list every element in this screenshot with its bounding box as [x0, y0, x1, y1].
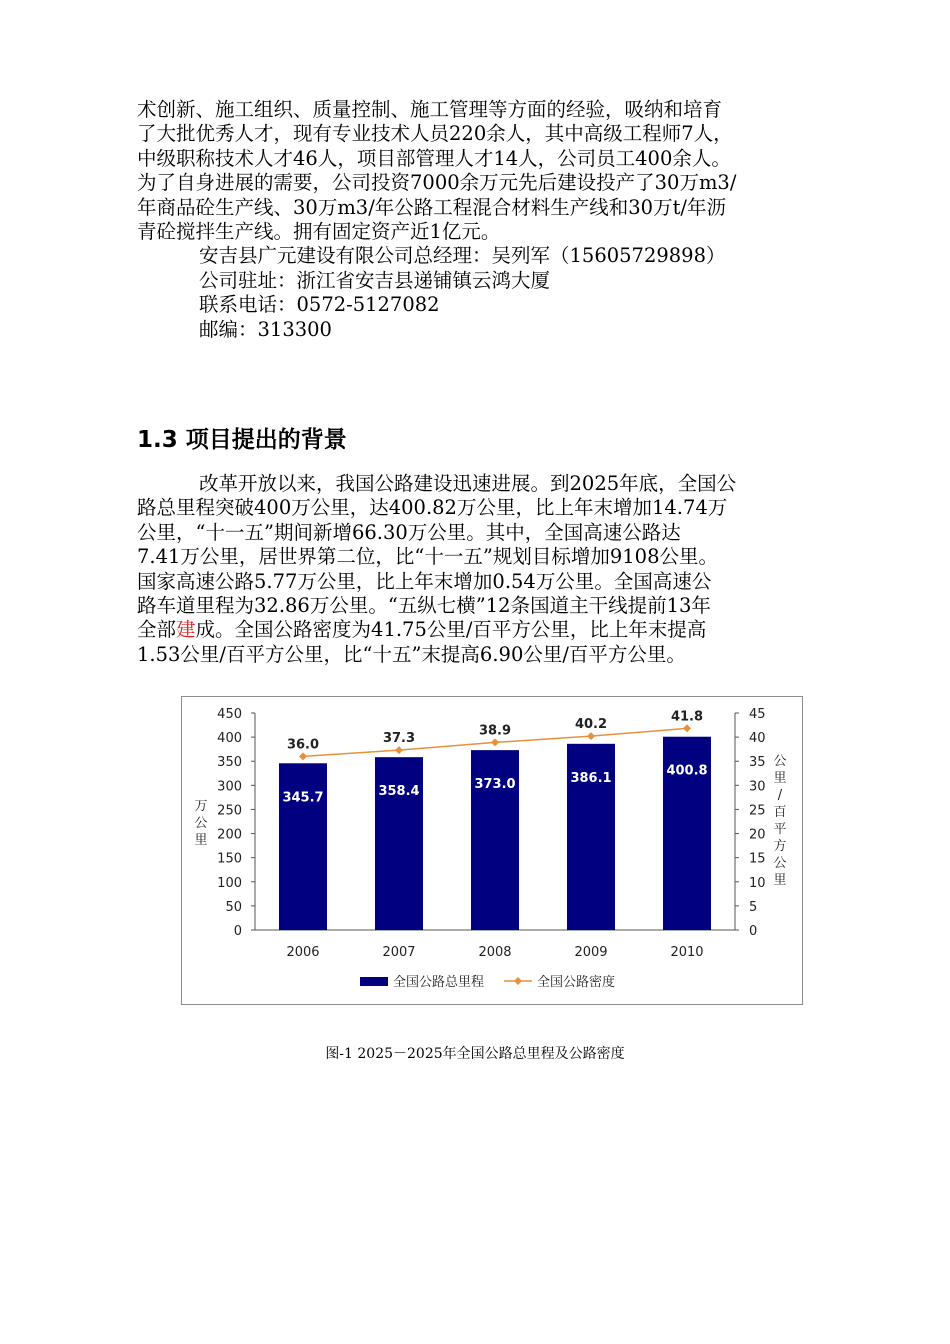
right-tick-label: 25	[749, 803, 766, 819]
background-text: 成。全国公路密度为41.75公里/百平方公里，比上年末提高	[195, 618, 707, 642]
legend-line-marker	[514, 977, 522, 985]
left-axis-label: 万公里	[194, 799, 208, 848]
left-tick-label: 350	[217, 755, 242, 771]
density-value-label: 38.9	[478, 723, 512, 739]
background-line: 路总里程突破400万公里，达400.82万公里，比上年末增加14.74万	[137, 496, 728, 520]
company-manager: 安吉县广元建设有限公司总经理：吴列军（15605729898）	[199, 244, 726, 268]
background-line: 路车道里程为32.86万公里。“五纵七横”12条国道主干线提前13年	[137, 594, 711, 618]
intro-paragraph	[137, 98, 817, 342]
x-tick-label: 2008	[478, 945, 512, 960]
bar	[279, 763, 327, 930]
intro-line: 青砼搅拌生产线。拥有固定资产近1亿元。	[137, 220, 501, 244]
intro-line: 为了自身进展的需要，公司投资7000余万元先后建设投产了30万m3/	[137, 171, 737, 195]
bar-value-label: 386.1	[570, 770, 612, 786]
bar-value-label: 345.7	[282, 790, 324, 806]
bar-value-label: 400.8	[666, 763, 708, 779]
right-tick-label: 20	[749, 827, 766, 843]
density-point	[587, 732, 595, 740]
right-tick-label: 15	[749, 851, 766, 867]
left-tick-label: 0	[233, 924, 242, 939]
section-heading: 1.3 项目提出的背景	[137, 427, 347, 453]
left-tick-label: 400	[217, 731, 242, 747]
left-tick-label: 250	[217, 803, 242, 819]
background-line: 1.53公里/百平方公里，比“十五”末提高6.90公里/百平方公里。	[137, 642, 686, 666]
road-mileage-chart	[182, 697, 802, 1004]
density-point	[395, 746, 403, 754]
company-postcode: 邮编：313300	[199, 317, 332, 341]
background-line: 改革开放以来，我国公路建设迅速进展。到2025年底，全国公	[199, 472, 737, 495]
background-text: 全部	[137, 618, 177, 642]
intro-line: 中级职称技术人才46人，项目部管理人才14人，公司员工400余人。	[137, 146, 731, 170]
left-tick-label: 50	[225, 899, 242, 915]
intro-line: 术创新、施工组织、质量控制、施工管理等方面的经验，吸纳和培育	[137, 98, 723, 121]
density-value-label: 41.8	[670, 709, 704, 725]
bar-value-label: 358.4	[378, 784, 420, 800]
background-paragraph	[137, 472, 817, 667]
x-tick-label: 2007	[382, 945, 416, 960]
right-tick-label: 45	[749, 707, 766, 722]
bar	[375, 757, 423, 930]
left-tick-label: 300	[217, 779, 242, 795]
legend-line-label: 全国公路密度	[537, 975, 616, 990]
right-axis-label: 公里/百平方公里	[773, 754, 787, 888]
left-tick-label: 100	[217, 875, 242, 891]
right-tick-label: 10	[749, 875, 766, 891]
x-tick-label: 2009	[574, 945, 608, 960]
background-line: 公里，“十一五”期间新增66.30万公里。其中，全国高速公路达	[137, 520, 681, 544]
density-point	[299, 752, 307, 760]
chart-frame	[181, 696, 803, 1005]
density-value-label: 37.3	[382, 731, 416, 747]
left-tick-label: 150	[217, 851, 242, 867]
intro-line: 了大批优秀人才，现有专业技术人员220余人，其中高级工程师7人，	[137, 122, 733, 146]
figure-caption: 图-1 2025－2025年全国公路总里程及公路密度	[325, 1046, 625, 1062]
right-tick-label: 35	[749, 755, 766, 771]
bar-value-label: 373.0	[474, 777, 516, 793]
company-address: 公司驻址：浙江省安吉县递铺镇云鸿大厦	[199, 268, 551, 292]
company-phone: 联系电话：0572-5127082	[199, 293, 440, 317]
x-tick-label: 2010	[670, 945, 704, 960]
intro-line: 年商品砼生产线、30万m3/年公路工程混合材料生产线和30万t/年沥	[137, 195, 726, 219]
density-value-label: 36.0	[286, 737, 320, 753]
highlighted-character: 建	[176, 618, 196, 642]
left-tick-label: 200	[217, 827, 242, 843]
background-line: 7.41万公里，居世界第二位，比“十一五”规划目标增加9108公里。	[137, 545, 718, 569]
density-point	[683, 724, 691, 732]
legend-bar-label: 全国公路总里程	[393, 975, 485, 990]
background-line	[137, 618, 817, 642]
right-tick-label: 30	[749, 779, 766, 795]
density-point	[491, 738, 499, 746]
x-tick-label: 2006	[286, 945, 320, 960]
legend-bar-swatch	[360, 977, 388, 986]
right-tick-label: 40	[749, 731, 766, 747]
density-value-label: 40.2	[574, 717, 608, 733]
background-line: 国家高速公路5.77万公里，比上年末增加0.54万公里。全国高速公	[137, 569, 712, 593]
right-tick-label: 5	[749, 899, 758, 915]
right-tick-label: 0	[749, 924, 758, 939]
left-tick-label: 450	[217, 707, 242, 722]
